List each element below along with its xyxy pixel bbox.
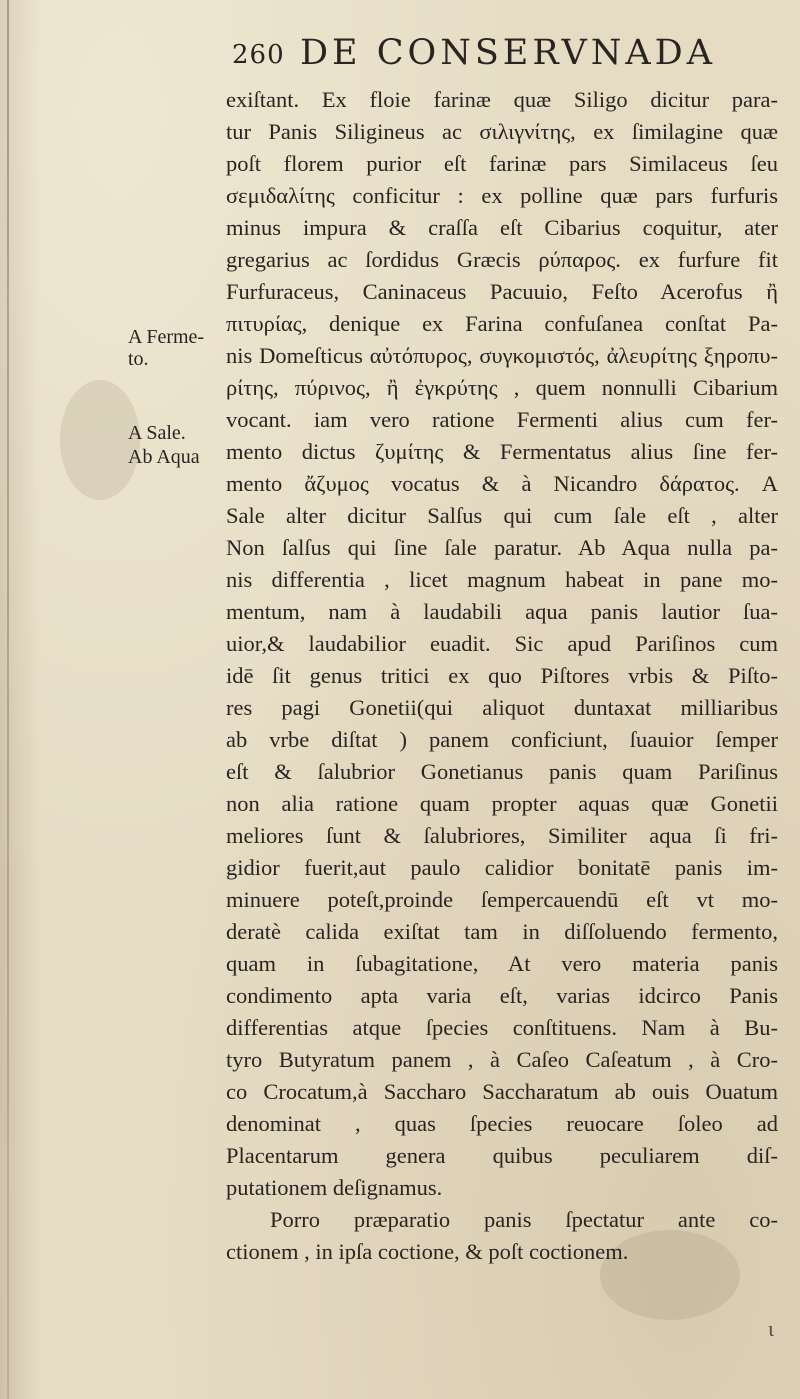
text-line: co Crocatum,à Saccharo Saccharatum ab ouis Ouatum: [226, 1079, 778, 1104]
main-text-block: [226, 84, 778, 1268]
margin-note-fermento-1: A Ferme-: [128, 326, 205, 348]
text-line: Furfuraceus, Caninaceus Pacuuio, Feſto Acerofus ἢ: [226, 279, 778, 304]
running-head: DE CONSERVNADA: [300, 33, 716, 73]
text-line: σεμιδαλίτης conficitur : ex polline quæ pars furfuris: [226, 183, 778, 208]
stray-ink-mark: ι: [768, 1316, 774, 1341]
text-line: mentum, nam à laudabili aqua panis lautior ſua-: [226, 599, 778, 624]
binding-gutter-shadow: [7, 0, 9, 1399]
text-line: minuere poteſt,proinde ſempercauendū eſt vt mo-: [226, 887, 778, 912]
text-line: exiſtant. Ex floie farinæ quæ Siligo dicitur para-: [226, 87, 778, 112]
text-line: differentias atque ſpecies conſtituens. Nam à Bu-: [226, 1015, 778, 1040]
text-line: vocant. iam vero ratione Fermenti alius cum fer-: [226, 407, 778, 432]
text-line: gregarius ac ſordidus Græcis ρύπαρος. ex furfure fit: [226, 247, 778, 272]
text-line: meliores ſunt & ſalubriores, Similiter aqua ſi fri-: [226, 823, 778, 848]
text-line: eſt & ſalubrior Gonetianus panis quam Pariſinus: [226, 759, 778, 784]
text-line: res pagi Gonetii(qui aliquot duntaxat milliaribus: [226, 695, 778, 720]
text-line: idē ſit genus tritici ex quo Piſtores vrbis & Piſto-: [226, 663, 778, 688]
text-line: mento dictus ζυμίτης & Fermentatus alius ſine fer-: [226, 439, 778, 464]
text-line: nis differentia , licet magnum habeat in pane mo-: [226, 567, 778, 592]
text-line: ab vrbe diſtat ) panem conficiunt, ſuauior ſemper: [226, 727, 778, 752]
text-line: mento ἄζυμος vocatus & à Nicandro δάρατος. A: [226, 471, 778, 496]
text-line: gidior fuerit,aut paulo calidior bonitatē panis im-: [226, 855, 778, 880]
text-line: poſt florem purior eſt farinæ pars Similaceus ſeu: [226, 151, 778, 176]
text-line-paragraph-start: Porro præparatio panis ſpectatur ante co-: [270, 1207, 778, 1232]
text-line: denominat , quas ſpecies reuocare ſoleo ad: [226, 1111, 778, 1136]
margin-note-sale: A Sale.: [128, 422, 186, 444]
text-line: tur Panis Siligineus ac σιλιγνίτης, ex ſimilagine quæ: [226, 119, 778, 144]
text-line: Sale alter dicitur Salſus qui cum ſale eſt , alter: [226, 503, 778, 528]
text-line: tyro Butyratum panem , à Caſeo Caſeatum , à Cro-: [226, 1047, 778, 1072]
margin-note-aqua: Ab Aqua: [128, 446, 200, 468]
text-line: condimento apta varia eſt, varias idcirco Panis: [226, 983, 778, 1008]
text-line: non alia ratione quam propter aquas quæ Gonetii: [226, 791, 778, 816]
margin-note-fermento-2: to.: [128, 348, 149, 370]
text-line: πιτυρίας, denique ex Farina confuſanea conſtat Pa-: [226, 311, 778, 336]
text-line: uior,& laudabilior euadit. Sic apud Pariſinos cum: [226, 631, 778, 656]
text-line: ρίτης, πύρινος, ἢ ἐγκρύτης , quem nonnulli Cibarium: [226, 375, 778, 400]
text-line: minus impura & craſſa eſt Cibarius coquitur, ater: [226, 215, 778, 240]
page-number: 260: [232, 40, 285, 70]
text-line: Placentarum genera quibus peculiarem diſ-: [226, 1143, 778, 1168]
text-line: nis Domeſticus αὐτόπυρος, συγκομιστός, ἀλευρίτης ξηροπυ-: [226, 343, 778, 368]
text-line: deratè calida exiſtat tam in diſſoluendo fermento,: [226, 919, 778, 944]
text-line: Non ſalſus qui ſine ſale paratur. Ab Aqua nulla pa-: [226, 535, 778, 560]
text-line: quam in ſubagitatione, At vero materia panis: [226, 951, 778, 976]
text-line-paragraph-end: ctionem , in ipſa coctione, & poſt coctionem.: [226, 1239, 629, 1264]
text-line-paragraph-end: putationem deſignamus.: [226, 1175, 443, 1200]
